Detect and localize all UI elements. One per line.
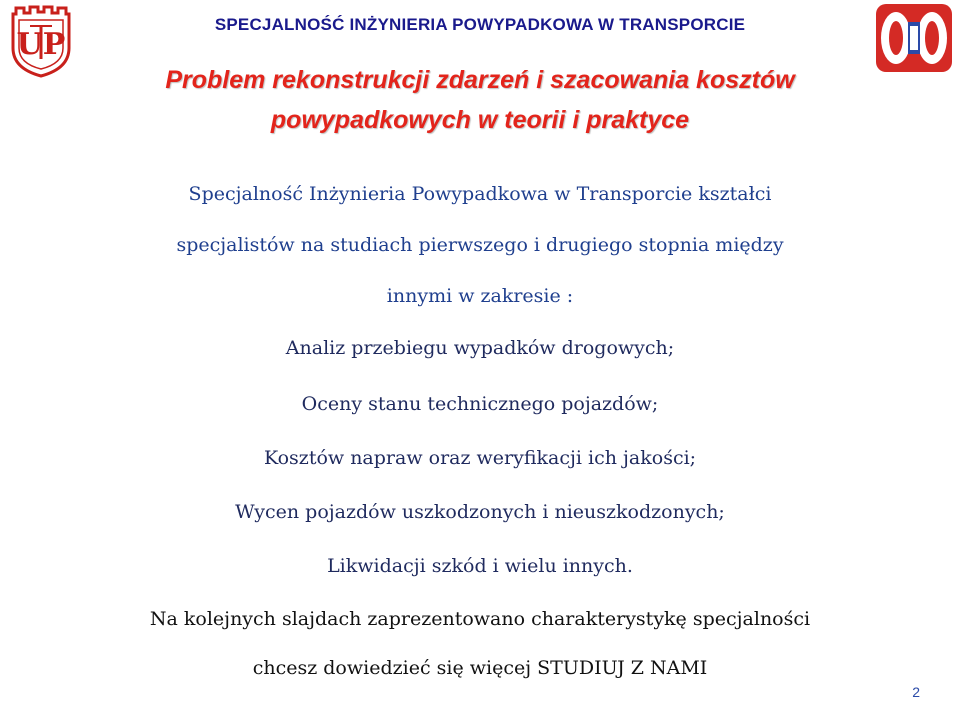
page-number: 2 — [912, 684, 920, 700]
svg-text:UP: UP — [16, 27, 66, 62]
list-item: Kosztów napraw oraz weryfikacji ich jakości; — [263, 447, 697, 469]
header-title: SPECJALNOŚĆ INŻYNIERIA POWYPADKOWA W TRANSPORCIE — [214, 15, 746, 34]
outro-line-2: chcesz dowiedzieć się więcej STUDIUJ Z NAMI — [252, 657, 708, 679]
outro-line-1: Na kolejnych slajdach zaprezentowano charakterystykę specjalności — [149, 608, 811, 630]
list-item: Wycen pojazdów uszkodzonych i nieuszkodzonych; — [235, 501, 725, 523]
intro-line-2: specjalistów na studiach pierwszego i drugiego stopnia między — [176, 234, 784, 256]
slide-title-line-2: powypadkowych w teorii i praktyce — [270, 106, 690, 134]
list-item: Analiz przebiegu wypadków drogowych; — [285, 337, 675, 359]
slide-title — [60, 60, 900, 140]
slide-title-line-1: Problem rekonstrukcji zdarzeń i szacowania kosztów — [165, 66, 795, 94]
list-item: Oceny stanu technicznego pojazdów; — [301, 393, 659, 415]
intro-line-1: Specjalność Inżynieria Powypadkowa w Transporcie kształci — [188, 183, 772, 205]
list-item: Likwidacji szkód i wielu innych. — [327, 555, 633, 577]
intro-line-3: innymi w zakresie : — [386, 285, 574, 307]
